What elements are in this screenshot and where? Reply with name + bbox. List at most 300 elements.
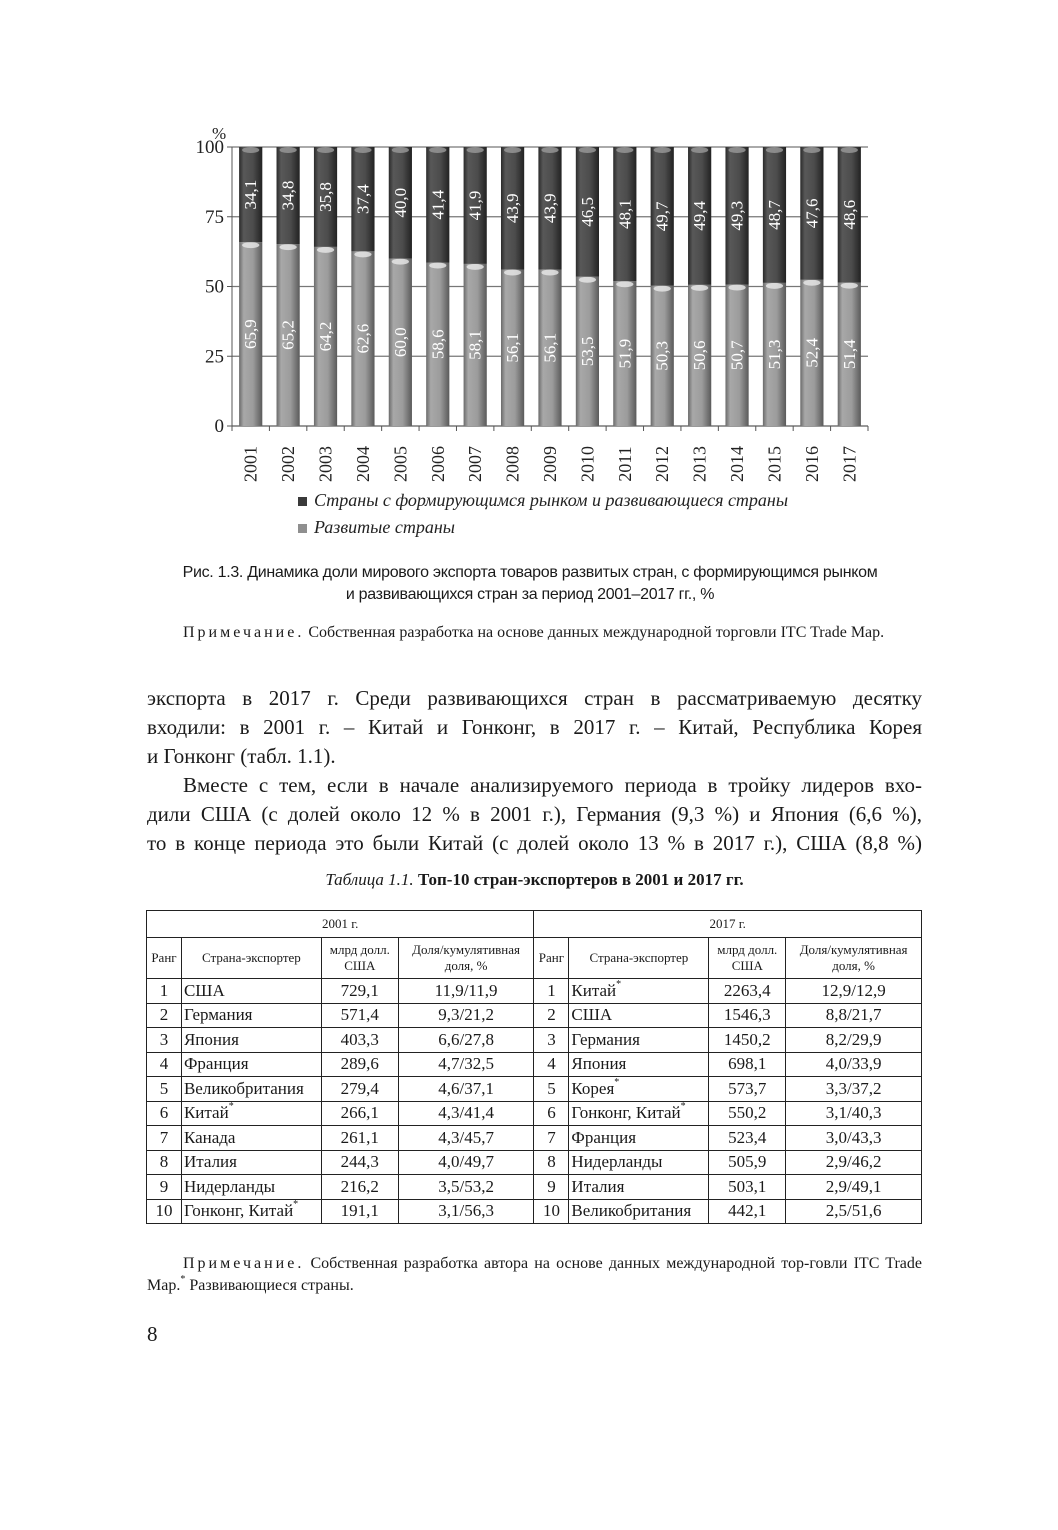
cell-text: Нидерланды <box>571 1152 663 1172</box>
data-label: 60,0 <box>390 327 410 358</box>
x-tick-label: 2006 <box>427 446 448 482</box>
rank-cell <box>534 1101 569 1126</box>
rank-cell <box>147 1028 182 1053</box>
cell-text: 550,2 <box>728 1103 767 1123</box>
footnote-mark: * <box>228 1101 234 1113</box>
data-label: 41,4 <box>428 189 448 220</box>
table-title <box>147 870 922 890</box>
cell-text: 505,9 <box>728 1152 767 1172</box>
cell-text: 261,1 <box>340 1127 379 1147</box>
cell-text: 4,6/37,1 <box>438 1078 494 1098</box>
cell-text: 2263,4 <box>723 980 771 1000</box>
bar-cap <box>280 147 297 153</box>
cell-text: 7 <box>159 1127 169 1147</box>
country-cell <box>181 979 321 1004</box>
cell-text: 9,3/21,2 <box>438 1005 494 1025</box>
bar-cap <box>691 147 708 153</box>
cell-text: 266,1 <box>340 1103 379 1123</box>
rank-cell <box>534 1077 569 1102</box>
rank-cell <box>147 1101 182 1126</box>
cell-text: 2,5/51,6 <box>825 1201 882 1221</box>
legend-label: Развитые страны <box>314 517 455 537</box>
share-cell <box>398 1199 534 1224</box>
cell-text: 191,1 <box>340 1201 379 1221</box>
rank-cell <box>147 979 182 1004</box>
x-tick-label: 2014 <box>727 446 748 482</box>
bar-cap <box>467 264 484 270</box>
value-cell <box>709 1175 786 1200</box>
bar-cap <box>654 286 671 292</box>
table-row <box>147 1150 922 1175</box>
note-label: Примечание. <box>183 624 305 641</box>
table-row <box>147 1003 922 1028</box>
country-header: Страна-экспортер <box>569 938 709 979</box>
data-label: 50,7 <box>727 340 747 371</box>
country-cell <box>569 1052 709 1077</box>
data-label: 35,8 <box>316 182 336 212</box>
cell-text: 3,0/43,3 <box>825 1127 882 1147</box>
value-cell <box>709 979 786 1004</box>
value-cell <box>709 1003 786 1028</box>
cell-text: 442,1 <box>728 1201 767 1221</box>
table-row <box>147 1052 922 1077</box>
value-cell <box>321 1052 398 1077</box>
data-label: 46,5 <box>577 196 597 227</box>
bar-cap <box>728 147 745 153</box>
cell-text: 2 <box>159 1005 169 1025</box>
value-cell <box>321 1028 398 1053</box>
cell-text: 7 <box>547 1127 556 1147</box>
y-tick-label: 100 <box>195 137 224 158</box>
cell-text: Япония <box>571 1054 627 1074</box>
x-tick-label: 2010 <box>577 446 598 482</box>
cell-text: Корея <box>571 1078 615 1098</box>
data-label: 56,1 <box>503 332 523 363</box>
paragraph-line: Вместе с тем, если в начале анализируемого периода в тройку лидеров вхо- <box>183 773 922 797</box>
country-cell <box>569 1126 709 1151</box>
bar-cap <box>317 247 334 253</box>
bar-cap <box>429 263 446 269</box>
rank-header: Ранг <box>534 938 569 979</box>
cell-text: Великобритания <box>571 1201 692 1221</box>
cell-text: Германия <box>571 1029 640 1049</box>
cell-text: 573,7 <box>728 1078 767 1098</box>
data-label: 50,3 <box>652 340 672 371</box>
cell-text: 523,4 <box>728 1127 767 1147</box>
data-label: 64,2 <box>316 321 336 352</box>
data-label: 41,9 <box>465 190 485 221</box>
value-cell <box>709 1199 786 1224</box>
data-label: 56,1 <box>540 332 560 363</box>
note-text: Собственная разработка автора на основе данных международной тор-говли ITC Trade Map. <box>147 1255 922 1294</box>
cell-text: 8 <box>159 1152 169 1172</box>
bar-cap <box>467 147 484 153</box>
value-cell <box>321 1199 398 1224</box>
period-2017-header: 2017 г. <box>534 911 922 938</box>
y-axis-label: % <box>212 124 227 143</box>
legend-label: Страны с формирующимся рынком и развивающиеся страны <box>314 490 789 510</box>
cell-text: 12,9/12,9 <box>821 980 886 1000</box>
share-cell <box>786 1101 922 1126</box>
rank-cell <box>534 1052 569 1077</box>
table-row <box>147 1175 922 1200</box>
cell-text: США <box>183 980 225 1000</box>
country-cell <box>181 1101 321 1126</box>
figure-note <box>147 622 922 644</box>
x-tick-label: 2001 <box>240 446 261 482</box>
x-tick-label: 2002 <box>278 446 299 482</box>
x-tick-label: 2005 <box>390 446 411 482</box>
rank-cell <box>147 1003 182 1028</box>
table-number: Таблица 1.1. <box>325 870 414 889</box>
cell-text: 3,1/40,3 <box>825 1103 882 1123</box>
footnote-mark: * <box>293 1199 299 1211</box>
share-header: Доля/кумулятивная доля, % <box>786 938 922 979</box>
legend-swatch <box>298 524 307 533</box>
bar-cap <box>354 147 371 153</box>
data-label: 40,0 <box>390 187 410 218</box>
note-tail: Развивающиеся страны. <box>185 1277 354 1294</box>
cell-text: 6 <box>547 1103 556 1123</box>
y-tick-label: 25 <box>205 346 224 368</box>
data-label: 51,3 <box>764 339 784 370</box>
cell-text: Китай <box>571 980 617 1000</box>
value-cell <box>709 1150 786 1175</box>
country-cell <box>181 1126 321 1151</box>
share-cell <box>786 1052 922 1077</box>
value-cell <box>709 1077 786 1102</box>
cell-text: Япония <box>183 1029 239 1049</box>
stacked-bar-chart <box>180 118 880 548</box>
rank-cell <box>534 979 569 1004</box>
data-label: 51,9 <box>615 338 635 369</box>
value-cell <box>321 1150 398 1175</box>
value-cell <box>709 1101 786 1126</box>
cell-text: 4,7/32,5 <box>438 1054 494 1074</box>
data-label: 62,6 <box>353 323 373 354</box>
x-tick-label: 2003 <box>315 446 336 482</box>
bar-cap <box>541 147 558 153</box>
cell-text: Канада <box>183 1127 236 1147</box>
note-label: Примечание. <box>183 1255 305 1272</box>
share-cell <box>786 979 922 1004</box>
x-tick-label: 2004 <box>352 446 373 482</box>
paragraph-line: экспорта в 2017 г. Среди развивающихся стран в рассматриваемую десятку <box>147 686 922 710</box>
country-cell <box>181 1175 321 1200</box>
value-cell <box>321 1003 398 1028</box>
rank-cell <box>147 1150 182 1175</box>
cell-text: 3,1/56,3 <box>438 1201 494 1221</box>
bar-cap <box>841 283 858 289</box>
cell-text: 244,3 <box>340 1152 379 1172</box>
value-cell <box>321 1175 398 1200</box>
data-label: 49,7 <box>652 201 672 232</box>
value-cell <box>321 1077 398 1102</box>
cell-text: 1 <box>159 980 169 1000</box>
share-cell <box>786 1126 922 1151</box>
bar-cap <box>728 285 745 291</box>
cell-text: 698,1 <box>728 1054 767 1074</box>
bar-cap <box>841 147 858 153</box>
data-label: 49,4 <box>690 201 710 231</box>
cell-text: 4,0/49,7 <box>438 1152 494 1172</box>
legend-swatch <box>298 497 307 506</box>
cell-text: 289,6 <box>340 1054 379 1074</box>
bar-cap <box>392 147 409 153</box>
data-label: 49,3 <box>727 200 747 231</box>
cell-text: США <box>571 1005 613 1025</box>
value-cell <box>321 979 398 1004</box>
bar-cap <box>354 251 371 257</box>
data-label: 48,1 <box>615 199 635 229</box>
rank-cell <box>534 1028 569 1053</box>
cell-text: 4 <box>159 1054 169 1074</box>
data-label: 58,6 <box>428 329 448 360</box>
country-cell <box>569 1077 709 1102</box>
data-label: 50,6 <box>690 340 710 371</box>
country-cell <box>569 979 709 1004</box>
footnote-mark: * <box>616 978 622 990</box>
country-cell <box>569 1028 709 1053</box>
y-tick-label: 0 <box>214 416 224 437</box>
data-label: 48,6 <box>839 199 859 230</box>
cell-text: Италия <box>571 1176 625 1196</box>
body-text <box>147 684 922 858</box>
share-cell <box>786 1150 922 1175</box>
data-label: 34,1 <box>241 179 261 210</box>
bar-cap <box>654 147 671 153</box>
country-cell <box>181 1003 321 1028</box>
country-cell <box>181 1077 321 1102</box>
cell-text: 4,0/33,9 <box>825 1054 882 1074</box>
paragraph-line: и Гонконг (табл. 1.1). <box>147 744 336 768</box>
cell-text: Германия <box>183 1005 253 1025</box>
cell-text: 279,4 <box>340 1078 379 1098</box>
period-2001-header: 2001 г. <box>147 911 534 938</box>
country-header: Страна-экспортер <box>181 938 321 979</box>
data-label: 37,4 <box>353 184 373 215</box>
value-cell <box>709 1126 786 1151</box>
y-tick-label: 75 <box>205 206 224 228</box>
share-cell <box>398 1126 534 1151</box>
bar-cap <box>579 277 596 283</box>
bar-cap <box>392 259 409 265</box>
caption-line-2: и развивающихся стран за период 2001–2017 гг., % <box>345 586 715 603</box>
data-label: 65,2 <box>278 320 298 350</box>
bar-cap <box>616 281 633 287</box>
bar-cap <box>541 269 558 275</box>
paragraph-line: то в конце периода это были Китай (с долей около 13 % в 2017 г.), США (8,8 %) <box>147 831 922 855</box>
cell-text: 3,5/53,2 <box>438 1176 494 1196</box>
rank-cell <box>147 1126 182 1151</box>
value-header: млрд долл. США <box>321 938 398 979</box>
share-cell <box>786 1175 922 1200</box>
share-cell <box>398 1150 534 1175</box>
cell-text: 8 <box>547 1152 556 1172</box>
cell-text: 11,9/11,9 <box>434 980 498 1000</box>
rank-cell <box>534 1126 569 1151</box>
cell-text: 1 <box>547 980 556 1000</box>
cell-text: 2,9/49,1 <box>825 1176 882 1196</box>
bar-cap <box>579 147 596 153</box>
cell-text: 10 <box>542 1201 560 1221</box>
value-cell <box>709 1052 786 1077</box>
value-cell <box>321 1101 398 1126</box>
cell-text: 1450,2 <box>723 1029 771 1049</box>
bar-cap <box>280 244 297 250</box>
cell-text: 4 <box>547 1054 556 1074</box>
x-tick-label: 2013 <box>689 446 710 482</box>
share-cell <box>398 1003 534 1028</box>
table-note <box>147 1253 922 1297</box>
cell-text: 8,2/29,9 <box>825 1029 882 1049</box>
share-cell <box>786 1028 922 1053</box>
cell-text: 10 <box>155 1201 173 1221</box>
cell-text: 4,3/45,7 <box>438 1127 494 1147</box>
cell-text: Италия <box>183 1152 237 1172</box>
x-tick-label: 2009 <box>540 446 560 482</box>
table-row <box>147 1101 922 1126</box>
x-tick-label: 2007 <box>465 446 486 482</box>
table-row <box>147 1028 922 1053</box>
cell-text: Нидерланды <box>183 1176 276 1196</box>
paragraph-line: входили: в 2001 г. – Китай и Гонконг, в 2017 г. – Китай, Республика Корея <box>147 715 922 739</box>
cell-text: 3 <box>547 1029 556 1049</box>
data-label: 65,9 <box>241 319 261 349</box>
share-cell <box>398 1101 534 1126</box>
cell-text: 2,9/46,2 <box>825 1152 882 1172</box>
cell-text: Гонконг, Китай <box>571 1103 681 1123</box>
cell-text: Китай <box>183 1103 229 1123</box>
cell-text: 3,3/37,2 <box>825 1078 882 1098</box>
bar-cap <box>504 147 521 153</box>
cell-text: Франция <box>183 1054 249 1074</box>
footnote-mark: * <box>614 1076 620 1088</box>
share-cell <box>786 1003 922 1028</box>
top10-exporters-table <box>146 910 922 1224</box>
table-row <box>147 1126 922 1151</box>
share-header: Доля/кумулятивная доля, % <box>398 938 534 979</box>
caption-line-1: Рис. 1.3. Динамика доли мирового экспорта товаров развитых стран, с формирующимся рынком <box>182 564 878 581</box>
bar-cap <box>616 147 633 153</box>
rank-cell <box>147 1199 182 1224</box>
table-row <box>147 1077 922 1102</box>
bar-cap <box>242 242 259 248</box>
figure-caption <box>140 562 920 606</box>
cell-text: 571,4 <box>340 1005 379 1025</box>
share-cell <box>786 1199 922 1224</box>
country-cell <box>569 1199 709 1224</box>
bar-cap <box>766 283 783 289</box>
cell-text: 729,1 <box>340 980 379 1000</box>
country-cell <box>181 1199 321 1224</box>
data-label: 53,5 <box>577 336 597 367</box>
bar-cap <box>803 147 820 153</box>
rank-cell <box>534 1150 569 1175</box>
country-cell <box>569 1003 709 1028</box>
x-tick-label: 2015 <box>764 446 785 482</box>
cell-text: 403,3 <box>340 1029 379 1049</box>
cell-text: 6,6/27,8 <box>438 1029 494 1049</box>
cell-text: 5 <box>159 1078 169 1098</box>
data-label: 43,9 <box>540 193 560 224</box>
cell-text: 9 <box>159 1176 169 1196</box>
table-row <box>147 979 922 1004</box>
rank-cell <box>534 1199 569 1224</box>
note-text: Собственная разработка на основе данных международной торговли ITC Trade Map. <box>304 624 885 641</box>
cell-text: 9 <box>547 1176 556 1196</box>
rank-header: Ранг <box>147 938 182 979</box>
x-tick-label: 2012 <box>652 446 673 482</box>
page-number: 8 <box>147 1322 158 1346</box>
bar-cap <box>803 280 820 286</box>
table-heading: Топ-10 стран-экспортеров в 2001 и 2017 гг. <box>413 870 744 889</box>
footnote-mark: * <box>680 1101 686 1113</box>
x-tick-label: 2008 <box>502 446 523 482</box>
data-label: 52,4 <box>802 338 822 368</box>
cell-text: 1546,3 <box>723 1005 771 1025</box>
country-cell <box>181 1052 321 1077</box>
rank-cell <box>147 1077 182 1102</box>
data-label: 47,6 <box>802 198 822 229</box>
cell-text: 2 <box>547 1005 556 1025</box>
data-label: 51,4 <box>839 339 859 370</box>
x-tick-label: 2017 <box>839 446 860 482</box>
cell-text: 5 <box>547 1078 556 1098</box>
country-cell <box>569 1101 709 1126</box>
rank-cell <box>534 1003 569 1028</box>
bar-cap <box>242 147 259 153</box>
value-cell <box>321 1126 398 1151</box>
footnote-mark: * <box>180 1274 186 1285</box>
share-cell <box>786 1077 922 1102</box>
bar-cap <box>766 147 783 153</box>
table-row <box>147 1199 922 1224</box>
country-cell <box>569 1150 709 1175</box>
data-label: 43,9 <box>503 193 523 224</box>
paragraph-line: дили США (с долей около 12 % в 2001 г.), Германия (9,3 %) и Япония (6,6 %), <box>147 802 922 826</box>
x-tick-label: 2011 <box>614 446 635 482</box>
cell-text: 6 <box>159 1103 169 1123</box>
country-cell <box>181 1150 321 1175</box>
cell-text: 3 <box>159 1029 169 1049</box>
share-cell <box>398 1175 534 1200</box>
rank-cell <box>534 1175 569 1200</box>
share-cell <box>398 1028 534 1053</box>
cell-text: Великобритания <box>183 1078 304 1098</box>
cell-text: 8,8/21,7 <box>825 1005 882 1025</box>
x-tick-label: 2016 <box>801 446 822 482</box>
bar-cap <box>429 147 446 153</box>
value-header: млрд долл. США <box>709 938 786 979</box>
value-cell <box>709 1028 786 1053</box>
data-label: 34,8 <box>278 180 298 211</box>
cell-text: Гонконг, Китай <box>183 1201 294 1221</box>
share-cell <box>398 1077 534 1102</box>
y-tick-label: 50 <box>205 276 224 298</box>
cell-text: Франция <box>571 1127 637 1147</box>
share-cell <box>398 1052 534 1077</box>
data-label: 58,1 <box>465 330 485 360</box>
cell-text: 216,2 <box>340 1176 379 1196</box>
share-cell <box>398 979 534 1004</box>
cell-text: 503,1 <box>728 1176 767 1196</box>
rank-cell <box>147 1175 182 1200</box>
bar-cap <box>691 285 708 291</box>
rank-cell <box>147 1052 182 1077</box>
bar-cap <box>317 147 334 153</box>
cell-text: 4,3/41,4 <box>438 1103 494 1123</box>
